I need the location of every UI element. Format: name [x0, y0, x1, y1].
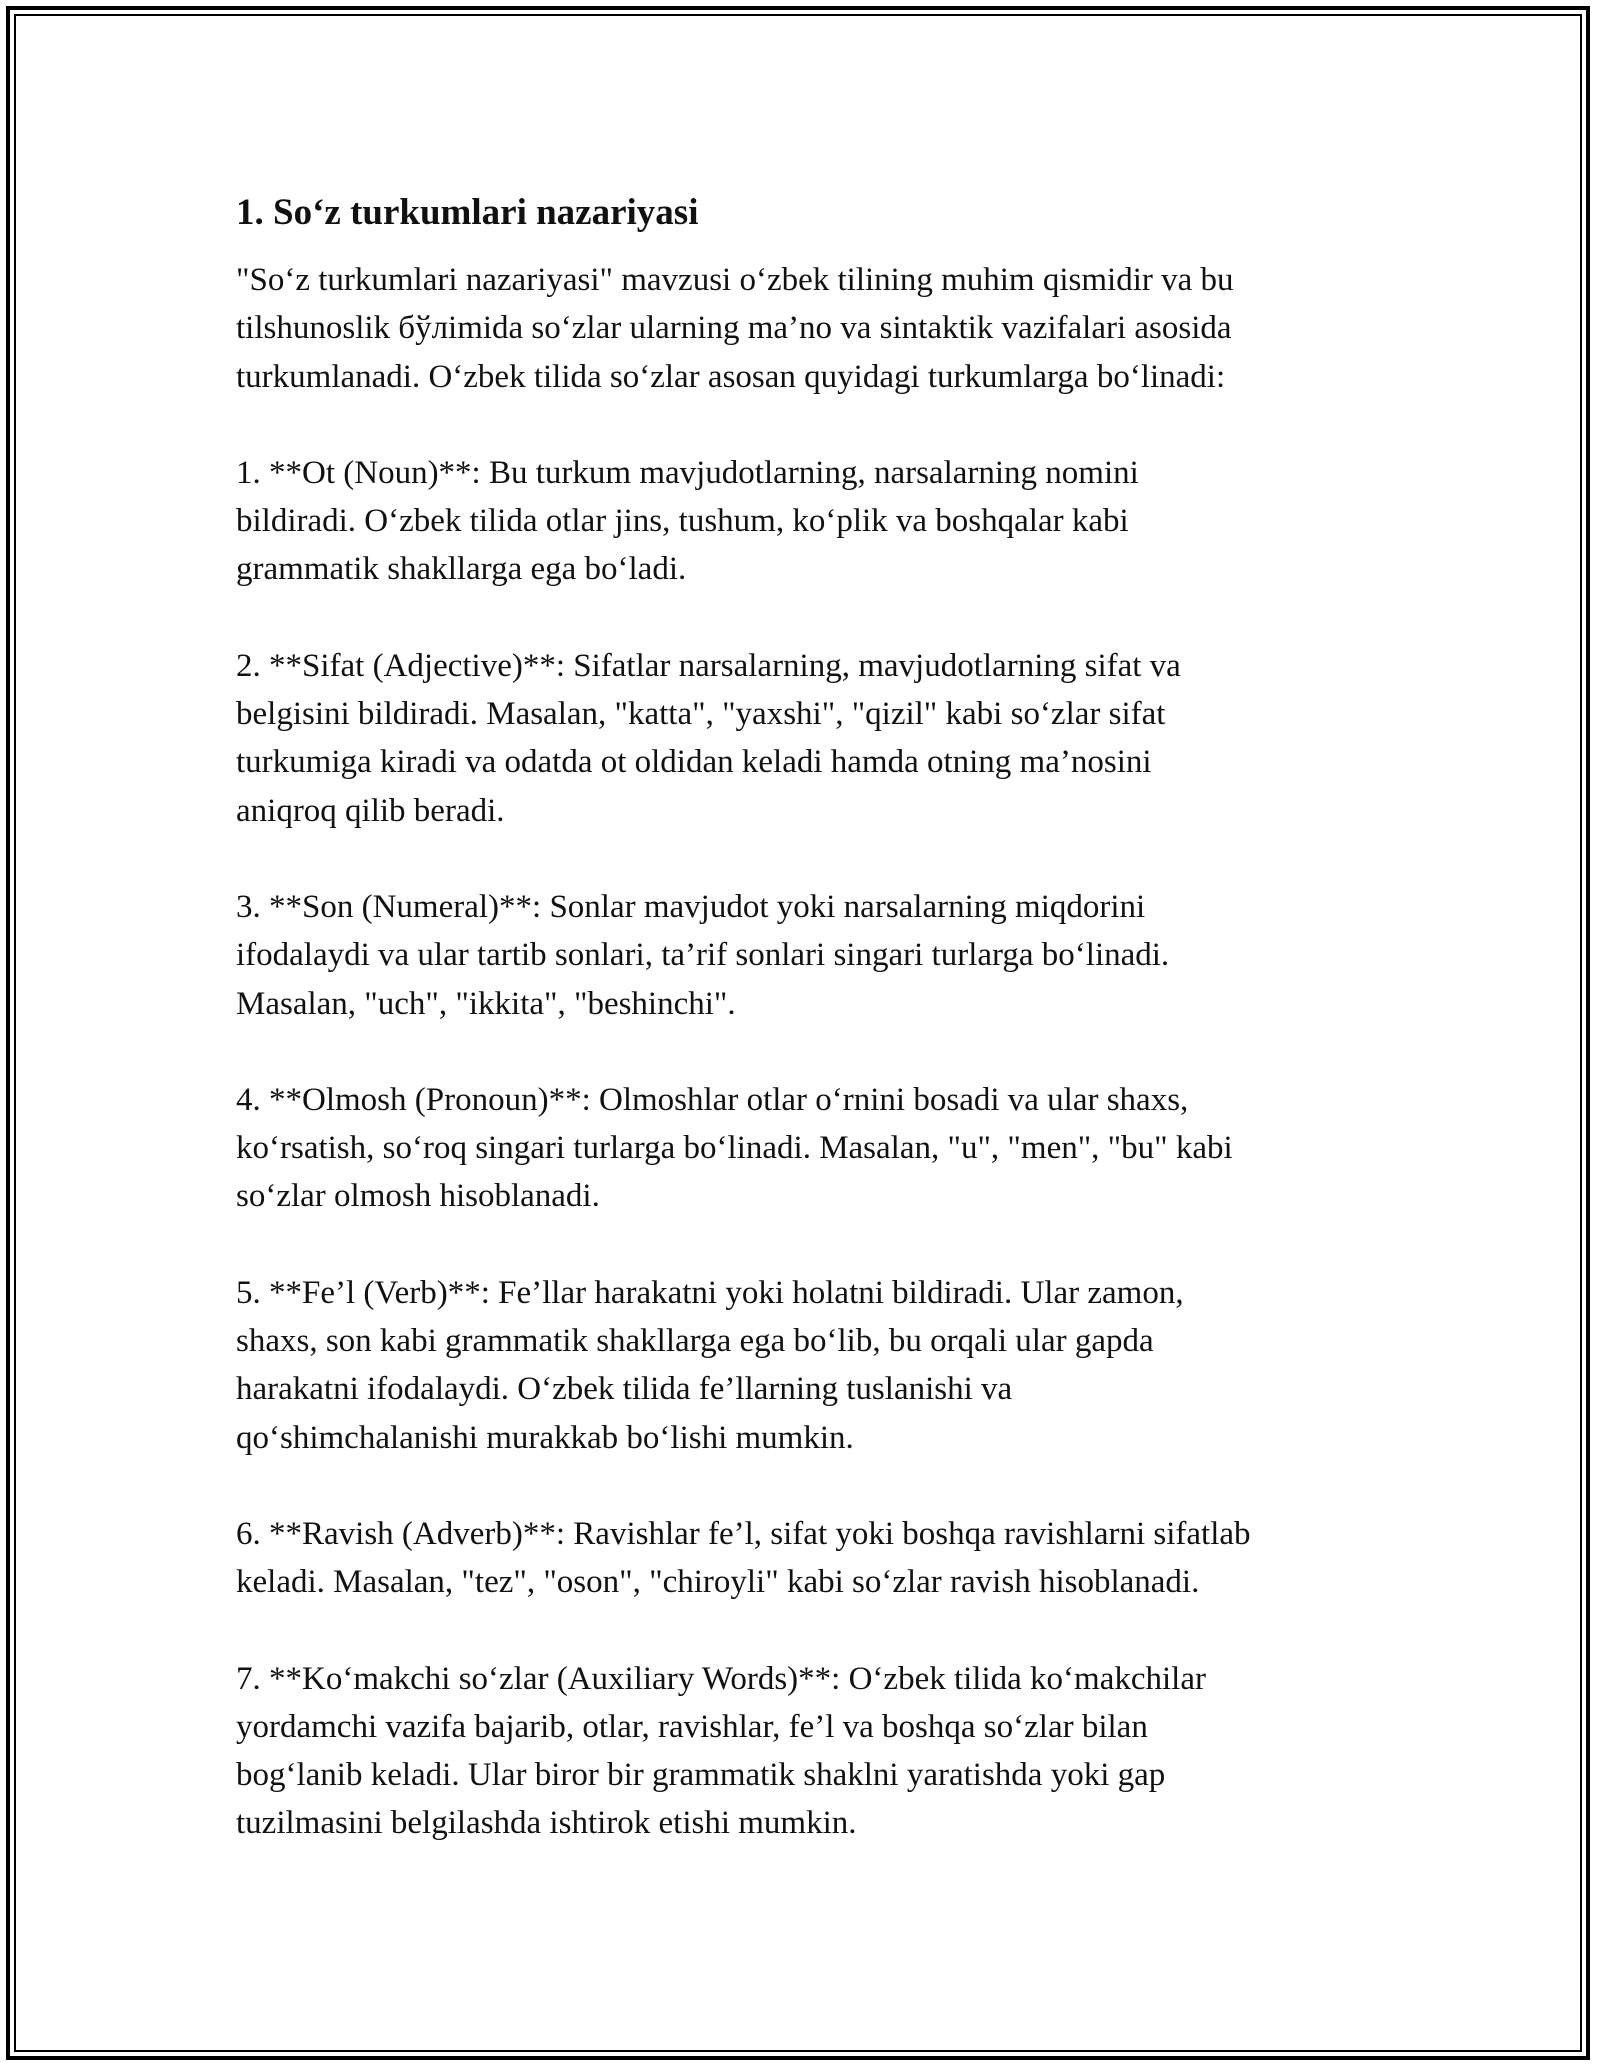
paragraph — [236, 1655, 1376, 1848]
text-line: bildiradi. O‘zbek tilida otlar jins, tushum, ko‘plik va boshqalar kabi — [236, 503, 1129, 540]
text-line: 5. **Fe’l (Verb)**: Fe’llar harakatni yoki holatni bildiradi. Ular zamon, — [236, 1274, 1184, 1311]
paragraph-list — [236, 256, 1376, 1848]
text-line: 2. **Sifat (Adjective)**: Sifatlar narsalarning, mavjudotlarning sifat va — [236, 647, 1181, 684]
text-line: "So‘z turkumlari nazariyasi" mavzusi o‘zbek tilining muhim qismidir va bu — [236, 262, 1234, 298]
text-line: yordamchi vazifa bajarib, otlar, ravishlar, fe’l va boshqa so‘zlar bilan — [236, 1708, 1148, 1745]
document-body — [236, 186, 1376, 1896]
paragraph — [236, 1269, 1376, 1462]
text-line: shaxs, son kabi grammatik shakllarga ega bo‘lib, bu orqali ular gapda — [236, 1323, 1154, 1360]
text-line: bog‘lanib keladi. Ular biror bir grammatik shaklni yaratishda yoki gap — [236, 1757, 1166, 1794]
paragraph — [236, 883, 1376, 1028]
text-line: 1. **Ot (Noun)**: Bu turkum mavjudotlarning, narsalarning nomini — [236, 454, 1139, 491]
text-line: 4. **Olmosh (Pronoun)**: Olmoshlar otlar o‘rnini bosadi va ular shaxs, — [236, 1081, 1189, 1118]
text-line: so‘zlar olmosh hisoblanadi. — [236, 1178, 600, 1215]
text-line: tilshunoslik бўлimida so‘zlar ularning ma’no va sintaktik vazifalari asosida — [236, 310, 1232, 347]
text-line: tuzilmasini belgilashda ishtirok etishi mumkin. — [236, 1805, 857, 1842]
paragraph — [236, 642, 1376, 835]
text-line: qo‘shimchalanishi murakkab bo‘lishi mumkin. — [236, 1419, 854, 1456]
text-line: aniqroq qilib beradi. — [236, 792, 505, 829]
paragraph — [236, 256, 1376, 401]
text-line: Masalan, "uch", "ikkita", "beshinchi". — [236, 985, 736, 1022]
text-line: harakatni ifodalaydi. O‘zbek tilida fe’llarning tuslanishi va — [236, 1371, 1013, 1408]
text-line: 7. **Ko‘makchi so‘zlar (Auxiliary Words)**: O‘zbek tilida ko‘makchilar — [236, 1660, 1206, 1697]
paragraph — [236, 1076, 1376, 1221]
text-line: grammatik shakllarga ega bo‘ladi. — [236, 551, 687, 588]
paragraph — [236, 1510, 1376, 1607]
text-line: 3. **Son (Numeral)**: Sonlar mavjudot yoki narsalarning miqdorini — [236, 888, 1146, 925]
section-heading: 1. So‘z turkumlari nazariyasi — [236, 192, 699, 233]
text-line: turkumlanadi. O‘zbek tilida so‘zlar asosan quyidagi turkumlarga bo‘linadi: — [236, 358, 1226, 395]
text-line: keladi. Masalan, "tez", "oson", "chiroyli" kabi so‘zlar ravish hisoblanadi. — [236, 1564, 1200, 1601]
paragraph — [236, 449, 1376, 594]
text-line: 6. **Ravish (Adverb)**: Ravishlar fe’l, sifat yoki boshqa ravishlarni sifatlab — [236, 1515, 1251, 1552]
text-line: ifodalaydi va ular tartib sonlari, ta’rif sonlari singari turlarga bo‘linadi. — [236, 937, 1170, 974]
text-line: belgisini bildiradi. Masalan, "katta", "yaxshi", "qizil" kabi so‘zlar sifat — [236, 696, 1166, 733]
text-line: turkumiga kiradi va odatda ot oldidan keladi hamda otning ma’nosini — [236, 744, 1152, 781]
text-line: ko‘rsatish, so‘roq singari turlarga bo‘linadi. Masalan, "u", "men", "bu" kabi — [236, 1130, 1233, 1167]
